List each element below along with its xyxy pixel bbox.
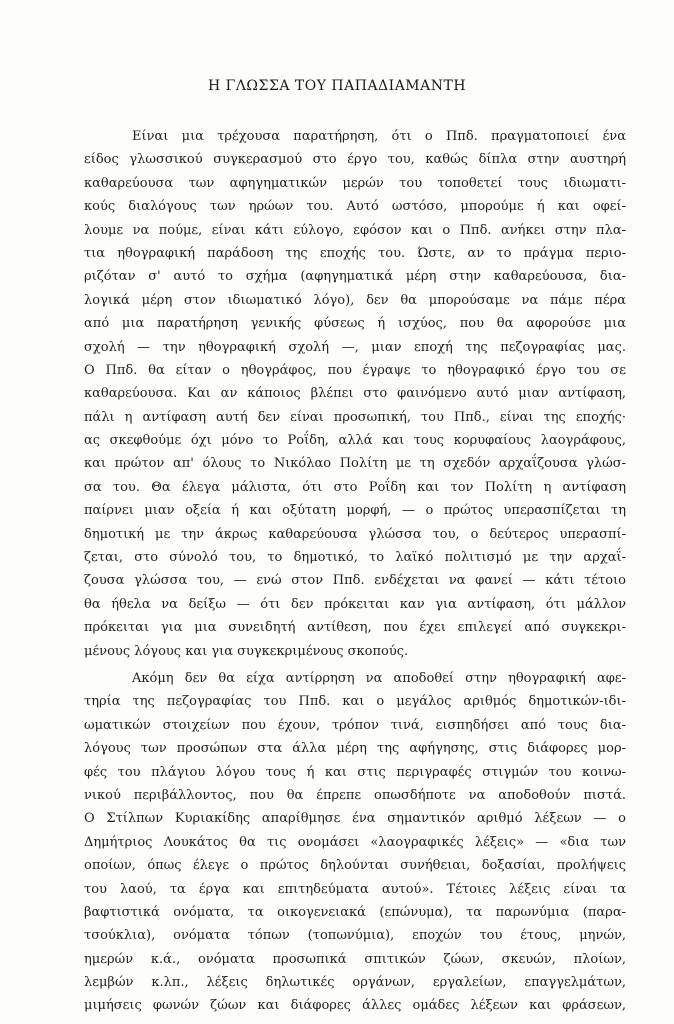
body-text: [84, 125, 626, 1018]
text-line: λόγους των προσώπων στα άλλα μέρη της αφήγησης, στις διάφορες μορ-: [84, 741, 626, 757]
text-line: λεμβών κ.λπ., λέξεις δηλωτικές οργάνων, εργαλείων, επαγγελμάτων,: [84, 975, 626, 991]
text-line: Ο Στίλπων Κυριακίδης απαρίθμησε ένα σημαντικόν αριθμό λέξεων — ο: [84, 811, 626, 827]
text-line: Ακόμη δεν θα είχα αντίρρηση να αποδοθεί στην ηθογραφική αφε-: [132, 670, 626, 686]
text-line: Είναι μια τρέχουσα παρατήρηση, ότι ο Ππδ. πραγματοποιεί ένα: [132, 129, 626, 144]
text-line: πρόκειται για μια συνειδητή αντίθεση, που έχει επιλεγεί από συγκεκρι-: [84, 620, 626, 636]
text-line: δημοτική με την άκρως καθαρεύουσα γλώσσα του, ο δεύτερος υπερασπί-: [84, 526, 626, 542]
text-line: τσούκλια), ονόματα τόπων (τοπωνύμια), εποχών του έτους, μηνών,: [84, 928, 626, 944]
text-line: ας σκεφθούμε όχι μόνο το Ροΐδη, αλλά και τους κορυφαίους λαογράφους,: [84, 433, 626, 449]
text-line: βαφτιστικά ονόματα, τα οικογενειακά (επώνυμα), τα παρωνύμια (παρα-: [84, 904, 626, 920]
text-line: ριζόταν σ' αυτό το σχήμα (αφηγηματικά μέρη στην καθαρεύουσα, δια-: [84, 269, 626, 285]
text-line: κούς διαλόγους των ηρώων του. Αυτό ωστόσο, μπορούμε ή και οφεί-: [84, 199, 626, 215]
text-line: νικού περιβάλλοντος, που θα έπρεπε οπωσδήποτε να αποδοθούν πιστά.: [84, 787, 626, 803]
text-line: θα ήθελα να δείξω — ότι δεν πρόκειται καν για αντίφαση, ότι μάλλον: [84, 596, 626, 612]
text-line: σα του. Θα έλεγα μάλιστα, ότι στο Ροΐδη και τον Πολίτη η αντίφαση: [84, 479, 626, 495]
text-line: οποίων, όπως έλεγε ο πρώτος δηλούνται συνήθειαι, δοξασίαι, προλήψεις: [84, 858, 626, 874]
paragraph: [84, 125, 626, 663]
text-line: του λαού, τα έργα και επιτηδεύματα αυτού». Τέτοιες λέξεις είναι τα: [84, 881, 626, 897]
text-line: παίρνει μιαν οξεία ή και οξύτατη μορφή, — ο πρώτος υπερασπίζεται τη: [84, 503, 626, 519]
text-line: και πρώτον απ' όλους το Νικόλαο Πολίτη με τη σχεδόν αρχαΐζουσα γλώσ-: [84, 456, 626, 472]
text-line: σχολή — την ηθογραφική σχολή —, μιαν εποχή της πεζογραφίας μας.: [84, 339, 626, 355]
text-line: μένους λόγους και για συγκεκριμένους σκοπούς.: [84, 643, 409, 659]
text-line: τηρία της πεζογραφίας του Ππδ. και ο μεγάλος αριθμός δημοτικών-ιδι-: [84, 694, 626, 710]
page-title: Η ΓΛΩΣΣΑ ΤΟΥ ΠΑΠΑΔΙΑΜΑΝΤΗ: [207, 78, 467, 94]
paragraph: [84, 667, 626, 1018]
text-line: φές του πλάγιου λόγου τους ή και στις περιγραφές στιγμών του κοινω-: [84, 764, 626, 780]
text-line: Δημήτριος Λουκάτος θα τις ονομάσει «λαογραφικές λέξεις» — «δια των: [84, 834, 626, 850]
text-line: λογικά μέρη στον ιδιωματικό λόγο), δεν θα μπορούσαμε να πάμε πέρα: [84, 292, 626, 308]
text-line: τια ηθογραφική παράδοση της εποχής του. Ώστε, αν το πράγμα περιο-: [84, 245, 626, 261]
text-line: μιμήσεις φωνών ζώων και διάφορες άλλες ομάδες λέξεων και φράσεων,: [84, 998, 626, 1014]
text-line: ωματικών στοιχείων που έχουν, τρόπον τινά, εισπηδήσει από τους δια-: [84, 717, 626, 733]
text-line: πάλι η αντίφαση αυτή δεν είναι προσωπική, του Ππδ., είναι της εποχής·: [84, 409, 626, 425]
text-line: ζουσα γλώσσα του, — ενώ στον Ππδ. ενδέχεται να φανεί — κάτι τέτοιο: [84, 573, 626, 589]
text-line: ημερών κ.ά., ονόματα προσωπικά σπιτικών ζώων, σκευών, πλοίων,: [84, 951, 626, 967]
text-line: Ο Ππδ. θα είταν ο ηθογράφος, που έγραψε το ηθογραφικό έργο του σε: [84, 362, 626, 378]
text-line: καθαρεύουσα. Και αν κάποιος βλέπει στο φαινόμενο αυτό μιαν αντίφαση,: [84, 386, 626, 402]
text-line: λουμε να πούμε, είναι κάτι εύλογο, εφόσον και ο Ππδ. ανήκει στην πλα-: [84, 222, 626, 238]
text-line: ζεται, στο σύνολό του, το δημοτικό, το λαϊκό πολιτισμό με την αρχαΐ-: [84, 550, 626, 566]
text-line: από μια παρατήρηση γενικής φύσεως ή ισχύος, που θα αφορούσε μια: [84, 316, 626, 332]
text-line: είδος γλωσσικού συγκερασμού στο έργο του, καθώς δίπλα στην αυστηρή: [84, 152, 626, 168]
text-line: καθαρεύουσα των αφηγηματικών μερών του τοποθετεί τους ιδιωματι-: [84, 175, 626, 191]
